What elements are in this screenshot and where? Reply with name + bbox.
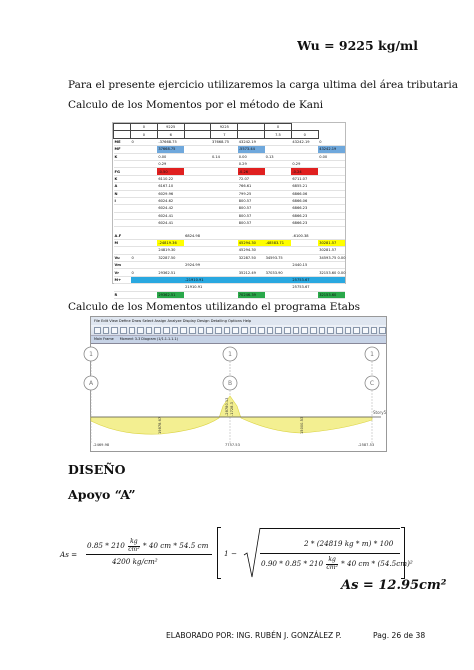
toolbar-button[interactable] bbox=[94, 327, 101, 334]
section-apoyo-a: Apoyo “A” bbox=[68, 487, 136, 502]
etabs-heading: Calculo de los Momentos utilizando el programa Etabs bbox=[68, 301, 361, 313]
table-header-row: 0 6 7 7.5 0 bbox=[114, 131, 346, 138]
toolbar-button[interactable] bbox=[232, 327, 239, 334]
table-row: ME 0 -37668.75 37668.75 43242.19 43242.19 0 bbox=[114, 138, 346, 145]
table-row: M+ -21910.91 25753.67 bbox=[114, 276, 346, 283]
table-row: 6024.41 800.57 6866.23 bbox=[114, 220, 346, 227]
value-support-b-2: -1728.3 bbox=[230, 402, 234, 416]
toolbar-button[interactable] bbox=[319, 327, 326, 334]
toolbar-button[interactable] bbox=[103, 327, 110, 334]
inner-denominator: 0.90 * 0.85 * 210 $\frac{kg}{\text{cm²}}$ * 40 cm * (54.5cm)² bbox=[261, 556, 413, 571]
table-row: 0.29 0.29 0.29 bbox=[114, 160, 346, 167]
as-result: As = 12.95cm² bbox=[341, 578, 447, 593]
table-row: A 6167.10 766.61 6855.21 bbox=[114, 183, 346, 190]
etabs-window bbox=[90, 316, 387, 452]
kani-spreadsheet bbox=[112, 122, 346, 297]
value-support-b-1: -28780.13 bbox=[225, 397, 229, 416]
kani-table bbox=[113, 123, 345, 299]
toolbar-button[interactable] bbox=[301, 327, 308, 334]
inner-fraction-bar bbox=[260, 553, 400, 554]
toolbar-button[interactable] bbox=[371, 327, 378, 334]
as-lhs: As = bbox=[60, 550, 78, 559]
table-row: Vm 2924.99 2440.15 bbox=[114, 262, 346, 269]
sqrt-sign bbox=[243, 527, 261, 579]
value-span2: 15000.53 bbox=[300, 416, 304, 434]
table-row: 21910.91 25753.67 bbox=[114, 284, 346, 291]
grid-label-1b: 1 bbox=[228, 351, 232, 358]
etabs-toolbar bbox=[91, 325, 386, 336]
grid-label-b: B bbox=[227, 380, 233, 387]
as-denominator: 4200 kg/cm² bbox=[112, 557, 158, 566]
page-number: Pag. 26 de 38 bbox=[373, 631, 426, 640]
tab-1[interactable]: Moment 3-3 Diagram (1/1.1.1.1.1) bbox=[119, 337, 178, 341]
toolbar-button[interactable] bbox=[129, 327, 136, 334]
toolbar-button[interactable] bbox=[267, 327, 274, 334]
table-row: A.F 6824.98 -6100.38 bbox=[114, 232, 346, 239]
table-row: FG -0.50 -0.26 -0.24 bbox=[114, 168, 346, 175]
toolbar-button[interactable] bbox=[293, 327, 300, 334]
table-row: M -24819.36 45294.30 -48583.71 30281.57 bbox=[114, 239, 346, 246]
moment-diagram bbox=[88, 344, 387, 451]
toolbar-button[interactable] bbox=[224, 327, 231, 334]
grid-label-c: C bbox=[369, 380, 375, 387]
one-minus: 1 − bbox=[224, 549, 237, 558]
table-row: 6024.42 800.57 6866.23 bbox=[114, 205, 346, 212]
table-row: Vu 0 32287.50 32287.50 34593.75 34593.75 0.00 bbox=[114, 255, 346, 260]
grid-label-1a: 1 bbox=[89, 351, 93, 358]
grid-label-1c: 1 bbox=[370, 351, 374, 358]
toolbar-button[interactable] bbox=[198, 327, 205, 334]
toolbar-button[interactable] bbox=[120, 327, 127, 334]
toolbar-button[interactable] bbox=[250, 327, 257, 334]
toolbar-button[interactable] bbox=[284, 327, 291, 334]
toolbar-button[interactable] bbox=[353, 327, 360, 334]
value-support-b-mid: 7757.53 bbox=[225, 443, 240, 447]
table-row: 6024.41 800.57 6866.23 bbox=[114, 212, 346, 219]
value-left-end: -2469.98 bbox=[93, 443, 110, 447]
value-right-end: -2587.53 bbox=[358, 443, 375, 447]
toolbar-button[interactable] bbox=[379, 327, 386, 334]
intro-paragraph: Para el presente ejercicio utilizaremos la carga ultima del área tributaria bbox=[68, 79, 459, 91]
table-row: N 6029.96 799.25 6866.06 bbox=[114, 190, 346, 197]
section-diseno: DISEÑO bbox=[68, 462, 126, 477]
table-row: R 29362.51 70246.39 32153.60 bbox=[114, 291, 346, 298]
toolbar-button[interactable] bbox=[215, 327, 222, 334]
value-span1: 19878.67 bbox=[158, 416, 162, 434]
table-header-row: 0 9225 9225 0 bbox=[114, 124, 346, 131]
etabs-tabbar bbox=[91, 336, 386, 344]
toolbar-button[interactable] bbox=[154, 327, 161, 334]
toolbar-button[interactable] bbox=[241, 327, 248, 334]
grid-label-a: A bbox=[88, 380, 94, 387]
as-numerator: 0.85 * 210 $\frac{kg}{\text{cm²}}$ * 40 cm * 54.5 cm bbox=[87, 538, 209, 553]
toolbar-button[interactable] bbox=[327, 327, 334, 334]
kani-heading: Calculo de los Momentos por el método de Kani bbox=[68, 99, 324, 111]
story-label: Story5 bbox=[373, 410, 387, 415]
toolbar-button[interactable] bbox=[258, 327, 265, 334]
toolbar-button[interactable] bbox=[137, 327, 144, 334]
as-formula bbox=[60, 525, 420, 585]
wu-heading: Wu = 9225 kg/ml bbox=[297, 38, 418, 53]
inner-numerator: 2 * (24819 kg * m) * 100 bbox=[304, 539, 394, 548]
table-row: MF 37668.75 -5573.44 43242.19 bbox=[114, 146, 346, 153]
toolbar-button[interactable] bbox=[345, 327, 352, 334]
toolbar-button[interactable] bbox=[180, 327, 187, 334]
toolbar-button[interactable] bbox=[336, 327, 343, 334]
table-row: Vr 0 29362.51 35212.49 37033.90 32153.60 0.00 bbox=[114, 270, 346, 275]
toolbar-button[interactable] bbox=[172, 327, 179, 334]
toolbar-button[interactable] bbox=[146, 327, 153, 334]
table-row: 24819.30 45294.30 30281.57 bbox=[114, 247, 346, 254]
table-row: K 6110.22 72.07 6711.07 bbox=[114, 175, 346, 182]
as-fraction-bar bbox=[86, 554, 212, 555]
table-row: I 6024.62 800.57 6866.06 bbox=[114, 197, 346, 204]
tab-0[interactable]: Main Frame bbox=[94, 337, 114, 341]
toolbar-button[interactable] bbox=[362, 327, 369, 334]
toolbar-button[interactable] bbox=[310, 327, 317, 334]
toolbar-button[interactable] bbox=[163, 327, 170, 334]
footer-author: ELABORADO POR: ING. RUBÉN J. GONZÁLEZ P. bbox=[166, 631, 342, 640]
etabs-menubar: File Edit View Define Draw Select Assign Analyze Display Design Detailing Options Help bbox=[91, 317, 386, 325]
table-row: K 0.00 0.14 0.00 0.13 0.00 bbox=[114, 153, 346, 160]
toolbar-button[interactable] bbox=[275, 327, 282, 334]
toolbar-button[interactable] bbox=[189, 327, 196, 334]
toolbar-button[interactable] bbox=[206, 327, 213, 334]
toolbar-button[interactable] bbox=[111, 327, 118, 334]
